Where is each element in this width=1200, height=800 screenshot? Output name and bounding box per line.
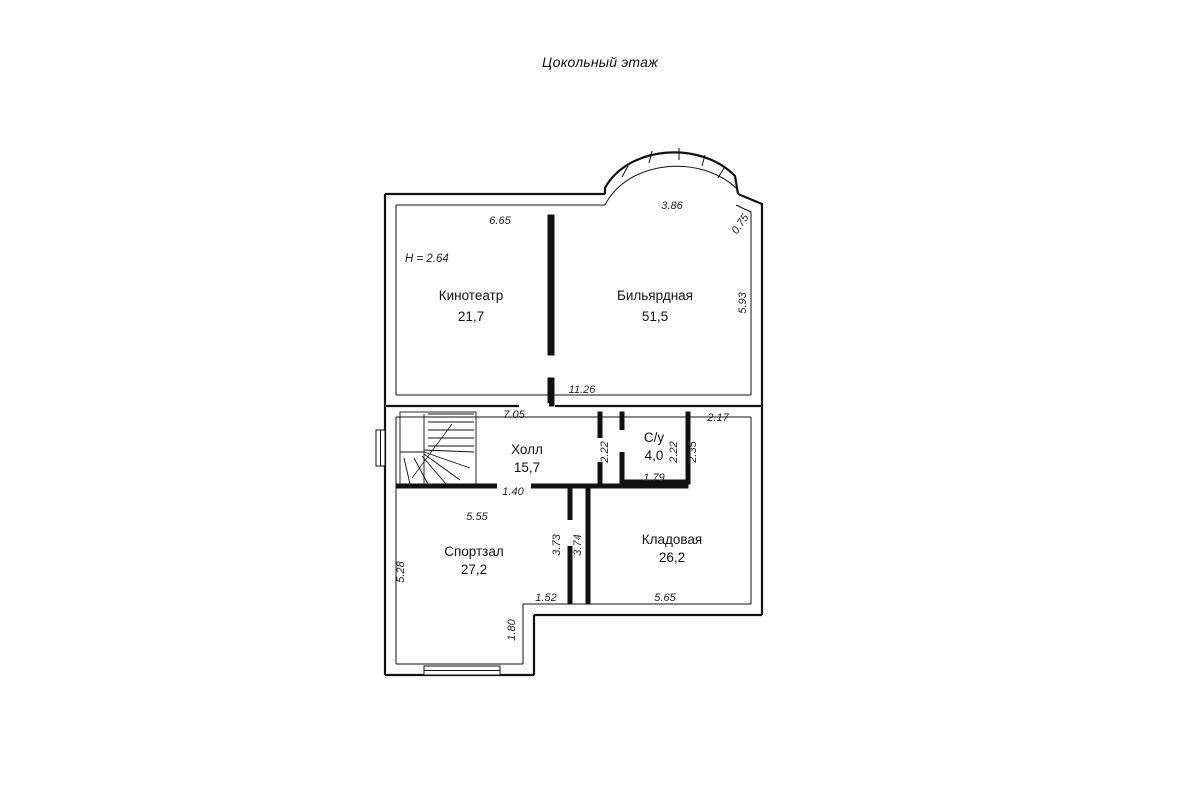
- room-area: 21,7: [457, 309, 485, 324]
- room-name: Холл: [511, 442, 543, 457]
- page-title: Цокольный этаж: [542, 54, 658, 70]
- bay-window-arc: [605, 148, 738, 205]
- room-name: Кинотеатр: [438, 288, 504, 303]
- dimension-label: 6.65: [489, 215, 511, 227]
- dimension-label: 3.74: [572, 534, 584, 556]
- room-name: Спортзал: [444, 544, 504, 559]
- dimension-label: 0.75: [729, 212, 752, 237]
- room-area: 15,7: [513, 460, 541, 475]
- dimension-label: 2.22: [668, 441, 680, 463]
- room-name: Бильярдная: [617, 288, 693, 303]
- room-area: 26,2: [658, 550, 686, 565]
- dimension-label: 5.55: [466, 511, 488, 523]
- outer-walls-inner-line: [396, 205, 751, 664]
- staircase: [400, 412, 476, 484]
- room-area: 4,0: [644, 448, 664, 463]
- dimension-label: 5.93: [737, 292, 749, 314]
- outer-walls: [385, 194, 762, 675]
- dimension-label: 7.05: [503, 409, 525, 421]
- room-name: С/у: [643, 430, 665, 445]
- dimension-label: 2.35: [687, 441, 699, 463]
- dimension-label: 1.40: [502, 486, 524, 498]
- dimension-label: 11.26: [568, 384, 596, 396]
- dimension-label: 3.86: [661, 200, 683, 212]
- room-area: 27,2: [460, 562, 488, 577]
- ceiling-height-note: H = 2.64: [405, 253, 449, 265]
- dimension-labels: [395, 200, 752, 641]
- dimension-label: 3.73: [551, 534, 563, 556]
- room-name: Кладовая: [641, 532, 703, 547]
- dimension-label: 1.52: [535, 592, 557, 604]
- dimension-label: 2.22: [599, 441, 611, 463]
- dimension-label: 5.28: [395, 561, 407, 583]
- dimension-label: 1.79: [643, 472, 665, 484]
- dimension-label: 5.65: [654, 592, 676, 604]
- room-area: 51,5: [641, 309, 669, 324]
- dimension-label: 1.80: [506, 619, 518, 641]
- dimension-label: 2.17: [707, 412, 729, 424]
